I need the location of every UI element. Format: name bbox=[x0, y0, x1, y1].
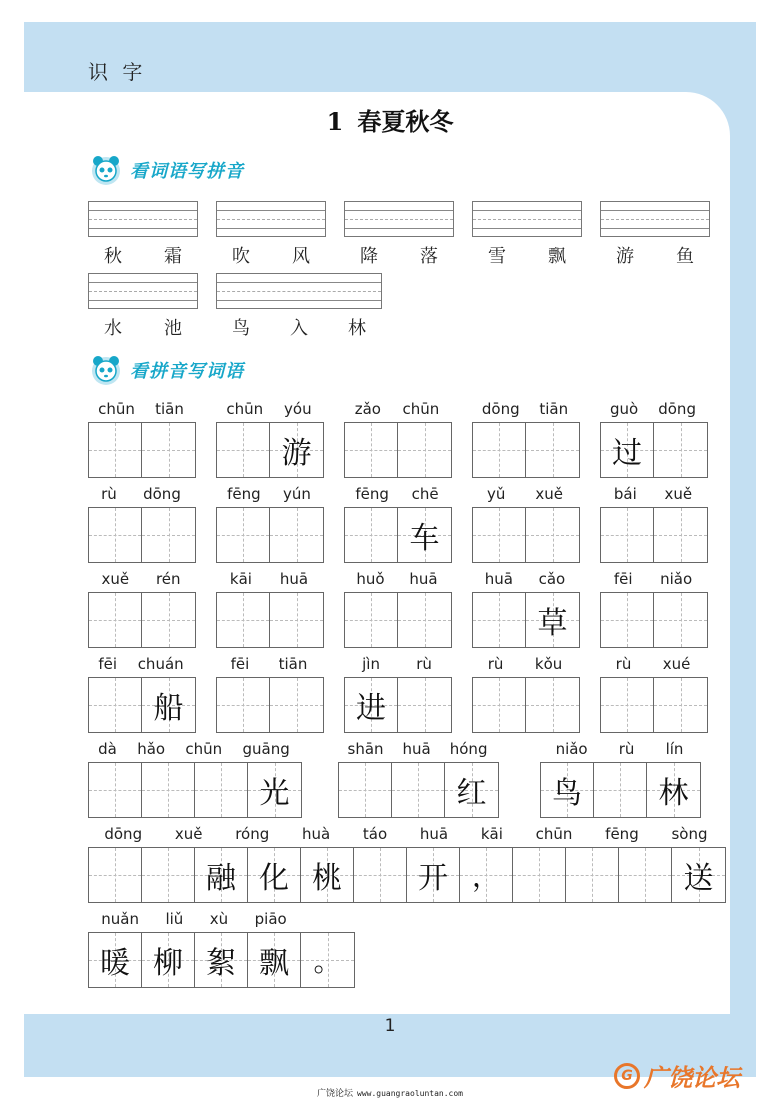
filled-cell bbox=[195, 848, 248, 902]
writing-line bbox=[473, 210, 581, 211]
blank-cell[interactable] bbox=[398, 423, 451, 477]
blank-cell[interactable] bbox=[473, 593, 526, 647]
pinyin-label bbox=[472, 570, 578, 588]
blank-cell[interactable] bbox=[594, 763, 647, 817]
pinyin-syllable: chūn bbox=[402, 400, 440, 418]
cell-char: 红 bbox=[456, 776, 487, 811]
pinyin-syllable: yún bbox=[282, 485, 311, 503]
writing-line bbox=[89, 219, 197, 220]
writing-line bbox=[473, 228, 581, 229]
pinyin-syllable: bái bbox=[613, 485, 637, 503]
pinyin-syllable: jìn bbox=[362, 655, 380, 673]
pinyin-label bbox=[600, 655, 706, 673]
pinyin-label bbox=[88, 570, 194, 588]
filled-cell bbox=[248, 933, 301, 987]
filled-cell bbox=[541, 763, 594, 817]
writing-line bbox=[217, 291, 381, 292]
vocab-char: 鸟 bbox=[232, 318, 250, 339]
tian-grid bbox=[600, 677, 708, 733]
pinyin-syllable: xuě bbox=[535, 485, 563, 503]
pinyin-syllable: huā bbox=[279, 570, 309, 588]
pinyin-syllable: fēng bbox=[227, 485, 261, 503]
pinyin-syllable: dōng bbox=[104, 825, 143, 843]
pinyin-syllable: piāo bbox=[254, 910, 287, 928]
writing-line bbox=[217, 210, 325, 211]
blank-cell[interactable] bbox=[89, 848, 142, 902]
vocab-char: 飘 bbox=[548, 246, 566, 267]
vocab-char: 水 bbox=[104, 318, 122, 339]
pinyin-syllable: kǒu bbox=[534, 655, 563, 673]
pinyin-syllable: chūn bbox=[185, 740, 223, 758]
writing-line bbox=[345, 219, 453, 220]
pinyin-syllable: fēi bbox=[613, 570, 633, 588]
tian-grid bbox=[88, 677, 196, 733]
pinyin-syllable: tiān bbox=[155, 400, 184, 418]
cell-char: 进 bbox=[356, 691, 386, 726]
pinyin-label bbox=[216, 400, 322, 418]
blank-cell[interactable] bbox=[654, 678, 707, 732]
vocab-char: 雪 bbox=[488, 246, 506, 267]
tian-grid bbox=[472, 592, 580, 648]
pinyin-syllable: sòng bbox=[671, 825, 708, 843]
blank-cell[interactable] bbox=[217, 593, 270, 647]
pinyin-label bbox=[600, 485, 706, 503]
pinyin-writing-box[interactable] bbox=[88, 201, 198, 237]
tian-grid bbox=[88, 932, 355, 988]
blank-cell[interactable] bbox=[654, 593, 707, 647]
cell-char: 林 bbox=[658, 776, 689, 811]
filled-cell bbox=[398, 508, 451, 562]
writing-line bbox=[217, 282, 381, 283]
writing-line bbox=[345, 228, 453, 229]
filled-cell bbox=[407, 848, 460, 902]
blank-cell[interactable] bbox=[89, 678, 142, 732]
pinyin-writing-box[interactable] bbox=[472, 201, 582, 237]
blank-cell[interactable] bbox=[270, 678, 323, 732]
blank-cell[interactable] bbox=[142, 508, 195, 562]
vocab-char: 霜 bbox=[164, 246, 182, 267]
tian-grid bbox=[472, 507, 580, 563]
blank-cell[interactable] bbox=[566, 848, 619, 902]
writing-line bbox=[89, 210, 197, 211]
pinyin-label bbox=[216, 570, 322, 588]
tian-grid bbox=[216, 677, 324, 733]
pinyin-label bbox=[540, 740, 699, 758]
cell-char: 飘 bbox=[259, 946, 289, 981]
cell-char: 桃 bbox=[312, 861, 342, 896]
pinyin-label bbox=[88, 740, 300, 758]
pinyin-syllable: fēi bbox=[230, 655, 250, 673]
pinyin-syllable: dōng bbox=[658, 400, 696, 418]
cell-char: 化 bbox=[259, 861, 289, 896]
pinyin-syllable: xuě bbox=[174, 825, 203, 843]
site-url: www.guangraoluntan.com bbox=[357, 1089, 463, 1098]
vocab-word bbox=[360, 242, 438, 268]
pinyin-syllable: chē bbox=[411, 485, 439, 503]
blank-cell[interactable] bbox=[217, 678, 270, 732]
writing-line bbox=[217, 300, 381, 301]
writing-line bbox=[601, 210, 709, 211]
filled-cell bbox=[672, 848, 725, 902]
filled-cell bbox=[345, 678, 398, 732]
cell-char: 过 bbox=[612, 436, 642, 471]
pinyin-writing-box[interactable] bbox=[344, 201, 454, 237]
cell-char: 开 bbox=[418, 861, 448, 896]
pinyin-syllable: rù bbox=[618, 740, 635, 758]
writing-line bbox=[89, 291, 197, 292]
pinyin-syllable: tiān bbox=[278, 655, 308, 673]
pinyin-syllable: huā bbox=[402, 740, 431, 758]
pinyin-writing-box[interactable] bbox=[216, 201, 326, 237]
tian-grid bbox=[344, 592, 452, 648]
pinyin-syllable: xù bbox=[209, 910, 229, 928]
vocab-char: 池 bbox=[164, 318, 182, 339]
writing-line bbox=[601, 219, 709, 220]
pinyin-label bbox=[344, 400, 450, 418]
lesson-title-text: 春夏秋冬 bbox=[357, 107, 454, 136]
pinyin-label bbox=[344, 570, 450, 588]
pinyin-syllable: shān bbox=[347, 740, 384, 758]
filled-cell bbox=[142, 678, 195, 732]
blank-cell[interactable] bbox=[142, 423, 195, 477]
watermark-logo bbox=[614, 1058, 740, 1093]
tian-grid bbox=[540, 762, 701, 818]
pinyin-label bbox=[338, 740, 497, 758]
tian-grid bbox=[600, 507, 708, 563]
vocab-char: 入 bbox=[290, 318, 308, 339]
blank-cell[interactable] bbox=[601, 508, 654, 562]
vocab-char: 吹 bbox=[232, 246, 250, 267]
pinyin-syllable: dōng bbox=[143, 485, 181, 503]
blank-cell[interactable] bbox=[217, 508, 270, 562]
pinyin-writing-box[interactable] bbox=[88, 273, 198, 309]
panda-icon bbox=[88, 352, 124, 388]
cell-char: 车 bbox=[409, 521, 440, 556]
part2-title: 看拼音写词语 bbox=[130, 361, 244, 382]
blank-cell[interactable] bbox=[345, 593, 398, 647]
tian-grid bbox=[88, 592, 196, 648]
cell-char: 光 bbox=[259, 776, 290, 811]
pinyin-syllable: cǎo bbox=[538, 570, 566, 588]
tian-grid bbox=[472, 677, 580, 733]
filled-cell bbox=[248, 763, 301, 817]
pinyin-syllable: rù bbox=[487, 655, 504, 673]
vocab-char: 落 bbox=[420, 246, 438, 267]
tian-grid bbox=[344, 677, 452, 733]
blank-cell[interactable] bbox=[89, 763, 142, 817]
tian-grid bbox=[600, 422, 708, 478]
filled-cell bbox=[460, 848, 513, 902]
blank-cell[interactable] bbox=[345, 508, 398, 562]
blank-cell[interactable] bbox=[654, 508, 707, 562]
pinyin-syllable: zǎo bbox=[354, 400, 381, 418]
pinyin-label bbox=[344, 655, 450, 673]
pinyin-syllable: rù bbox=[101, 485, 117, 503]
pinyin-label bbox=[88, 825, 724, 843]
panda-icon bbox=[88, 152, 124, 188]
pinyin-label bbox=[600, 400, 706, 418]
blank-cell[interactable] bbox=[142, 848, 195, 902]
pinyin-label bbox=[472, 400, 578, 418]
vocab-char: 秋 bbox=[104, 246, 122, 267]
writing-line bbox=[89, 282, 197, 283]
vocab-word bbox=[488, 242, 566, 268]
pinyin-syllable: guāng bbox=[242, 740, 290, 758]
cell-char: 送 bbox=[683, 861, 714, 896]
blank-cell[interactable] bbox=[392, 763, 445, 817]
pinyin-syllable: guò bbox=[610, 400, 639, 418]
filled-cell bbox=[526, 593, 579, 647]
cell-char: 鸟 bbox=[552, 776, 582, 811]
filled-cell bbox=[248, 848, 301, 902]
cell-char: 暖 bbox=[100, 946, 130, 981]
blank-cell[interactable] bbox=[270, 593, 323, 647]
tian-grid bbox=[600, 592, 708, 648]
pinyin-label bbox=[216, 485, 322, 503]
blank-cell[interactable] bbox=[89, 423, 142, 477]
tian-grid bbox=[216, 507, 324, 563]
blank-cell[interactable] bbox=[89, 508, 142, 562]
blank-cell[interactable] bbox=[473, 678, 526, 732]
writing-line bbox=[601, 228, 709, 229]
cell-char: ， bbox=[471, 860, 500, 893]
pinyin-syllable: huǒ bbox=[356, 570, 385, 588]
vocab-char: 降 bbox=[360, 246, 378, 267]
blank-cell[interactable] bbox=[601, 593, 654, 647]
pinyin-label bbox=[344, 485, 450, 503]
part1-title: 看词语写拼音 bbox=[130, 161, 244, 182]
pinyin-label bbox=[88, 655, 194, 673]
cell-char: 柳 bbox=[153, 946, 183, 981]
filled-cell bbox=[270, 423, 323, 477]
cell-char: 。 bbox=[313, 945, 342, 978]
tian-grid bbox=[216, 422, 324, 478]
pinyin-syllable: huā bbox=[419, 825, 449, 843]
tian-grid bbox=[88, 507, 196, 563]
cell-char: 融 bbox=[206, 861, 236, 896]
tian-grid bbox=[344, 507, 452, 563]
filled-cell bbox=[301, 848, 354, 902]
pinyin-label bbox=[88, 910, 300, 928]
filled-cell bbox=[142, 933, 195, 987]
lesson-number: 1 bbox=[326, 107, 344, 136]
part1-header bbox=[88, 152, 244, 188]
blank-cell[interactable] bbox=[142, 593, 195, 647]
pinyin-syllable: hǎo bbox=[137, 740, 166, 758]
writing-line bbox=[473, 219, 581, 220]
section-label: 识 字 bbox=[88, 60, 147, 84]
vocab-word bbox=[232, 314, 366, 340]
blank-cell[interactable] bbox=[270, 508, 323, 562]
watermark-text: 广饶论坛 bbox=[644, 1064, 740, 1092]
pinyin-label bbox=[472, 485, 578, 503]
forum-name: 广饶论坛 bbox=[317, 1089, 354, 1099]
blank-cell[interactable] bbox=[345, 423, 398, 477]
pinyin-syllable: fēng bbox=[355, 485, 389, 503]
tian-grid bbox=[88, 422, 196, 478]
tian-grid bbox=[88, 847, 726, 903]
pinyin-label bbox=[88, 400, 194, 418]
filled-cell bbox=[647, 763, 700, 817]
blank-cell[interactable] bbox=[339, 763, 392, 817]
pinyin-syllable: kāi bbox=[480, 825, 503, 843]
blank-cell[interactable] bbox=[526, 508, 579, 562]
blank-cell[interactable] bbox=[473, 508, 526, 562]
pinyin-label bbox=[472, 655, 578, 673]
cell-char: 草 bbox=[537, 606, 568, 641]
pinyin-syllable: yǔ bbox=[486, 485, 506, 503]
pinyin-syllable: chūn bbox=[98, 400, 135, 418]
vocab-word bbox=[232, 242, 310, 268]
vocab-char: 鱼 bbox=[676, 246, 694, 267]
pinyin-label bbox=[88, 485, 194, 503]
cell-char: 游 bbox=[281, 436, 312, 471]
pinyin-syllable: hóng bbox=[449, 740, 488, 758]
filled-cell bbox=[301, 933, 354, 987]
filled-cell bbox=[601, 423, 654, 477]
pinyin-syllable: dà bbox=[98, 740, 117, 758]
tian-grid bbox=[344, 422, 452, 478]
writing-line bbox=[89, 300, 197, 301]
pinyin-syllable: chūn bbox=[535, 825, 573, 843]
blank-cell[interactable] bbox=[354, 848, 407, 902]
blank-cell[interactable] bbox=[601, 678, 654, 732]
blank-cell[interactable] bbox=[513, 848, 566, 902]
page-number: 1 bbox=[384, 1016, 396, 1036]
tian-grid bbox=[472, 422, 580, 478]
logo-icon: G bbox=[614, 1063, 640, 1089]
pinyin-syllable: róng bbox=[235, 825, 270, 843]
blank-cell[interactable] bbox=[398, 678, 451, 732]
vocab-word bbox=[104, 314, 182, 340]
cell-char: 船 bbox=[153, 691, 184, 726]
pinyin-syllable: dōng bbox=[481, 400, 520, 418]
tian-grid bbox=[88, 762, 302, 818]
pinyin-syllable: fēi bbox=[98, 655, 118, 673]
pinyin-syllable: kāi bbox=[229, 570, 252, 588]
pinyin-writing-box[interactable] bbox=[216, 273, 382, 309]
pinyin-syllable: huà bbox=[301, 825, 331, 843]
pinyin-label bbox=[216, 655, 322, 673]
pinyin-label bbox=[600, 570, 706, 588]
writing-line bbox=[345, 210, 453, 211]
pinyin-syllable: chūn bbox=[226, 400, 264, 418]
pinyin-syllable: rù bbox=[615, 655, 632, 673]
pinyin-syllable: chuán bbox=[137, 655, 184, 673]
pinyin-syllable: fēng bbox=[605, 825, 639, 843]
writing-line bbox=[89, 228, 197, 229]
writing-line bbox=[217, 228, 325, 229]
vocab-word bbox=[104, 242, 182, 268]
blank-cell[interactable] bbox=[398, 593, 451, 647]
pinyin-syllable: xuě bbox=[101, 570, 130, 588]
pinyin-syllable: táo bbox=[362, 825, 388, 843]
blank-cell[interactable] bbox=[526, 423, 579, 477]
blank-cell[interactable] bbox=[654, 423, 707, 477]
pinyin-syllable: liǔ bbox=[165, 910, 184, 928]
pinyin-syllable: yóu bbox=[284, 400, 312, 418]
vocab-char: 林 bbox=[348, 318, 366, 339]
pinyin-syllable: rén bbox=[155, 570, 181, 588]
pinyin-syllable: xué bbox=[662, 655, 691, 673]
pinyin-syllable: huā bbox=[484, 570, 513, 588]
pinyin-syllable: nuǎn bbox=[101, 910, 139, 928]
pinyin-syllable: niǎo bbox=[660, 570, 693, 588]
pinyin-syllable: tiān bbox=[539, 400, 569, 418]
part2-header bbox=[88, 352, 244, 388]
filled-cell bbox=[445, 763, 498, 817]
pinyin-writing-box[interactable] bbox=[600, 201, 710, 237]
tian-grid bbox=[216, 592, 324, 648]
vocab-word bbox=[616, 242, 694, 268]
filled-cell bbox=[89, 933, 142, 987]
pinyin-syllable: lín bbox=[665, 740, 684, 758]
blank-cell[interactable] bbox=[217, 423, 270, 477]
tian-grid bbox=[338, 762, 499, 818]
blank-cell[interactable] bbox=[473, 423, 526, 477]
blank-cell[interactable] bbox=[142, 763, 195, 817]
blank-cell[interactable] bbox=[619, 848, 672, 902]
blank-cell[interactable] bbox=[526, 678, 579, 732]
blank-cell[interactable] bbox=[89, 593, 142, 647]
pinyin-syllable: huā bbox=[409, 570, 438, 588]
writing-line bbox=[217, 219, 325, 220]
pinyin-syllable: xuě bbox=[664, 485, 693, 503]
vocab-char: 风 bbox=[292, 246, 310, 267]
blank-cell[interactable] bbox=[195, 763, 248, 817]
lesson-title bbox=[0, 102, 780, 137]
filled-cell bbox=[195, 933, 248, 987]
cell-char: 絮 bbox=[206, 946, 236, 981]
vocab-char: 游 bbox=[616, 246, 634, 267]
pinyin-syllable: niǎo bbox=[555, 740, 588, 758]
pinyin-syllable: rù bbox=[416, 655, 432, 673]
